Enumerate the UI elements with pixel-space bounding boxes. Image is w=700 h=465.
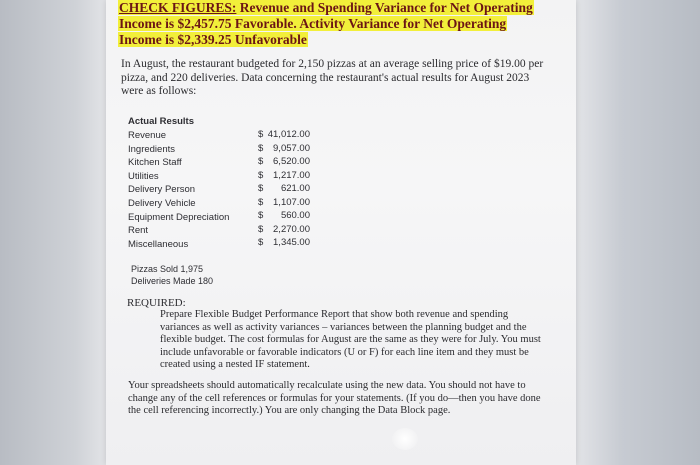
intro-paragraph: In August, the restaurant budgeted for 2,150 pizzas at an average selling price of $19.00 per pizza, and 220 deliveries. Data concerning the restaurant's actual results for August 2023 were as follows: (121, 58, 544, 97)
row-label: Rent (128, 225, 149, 237)
check-figures-banner (118, 0, 548, 48)
currency-symbol: $ (258, 169, 264, 181)
currency-symbol: $ (258, 156, 264, 167)
amount: 41,012.00 (267, 129, 310, 140)
required-text: Prepare Flexible Budget Performance Report that show both revenue and spending variances as well as activity variances – variances between the planning budget and the flexible budget. The cost formulas for August are the same as they were for July. You must include unfavorable or favorable indicators (U or F) for each line item and they must be created using a nested IF statement. (160, 309, 541, 371)
amount: 560.00 (280, 210, 310, 221)
check-figures-label: CHECK FIGURES: (119, 0, 237, 15)
row-label: Utilities (128, 170, 159, 182)
currency-symbol: $ (258, 223, 264, 235)
check-figures-text: Revenue and Spending Variance for Net Operating Income is $2,457.75 Favorable. Activity Variance for Net Operating Income is $2,339.25 Unfavorable (119, 0, 533, 47)
amount: 9,057.00 (273, 142, 310, 154)
background-left (0, 0, 108, 465)
currency-symbol: $ (258, 196, 264, 208)
deliveries-made: Deliveries Made 180 (131, 276, 214, 286)
currency-symbol: $ (258, 210, 264, 221)
row-label: Revenue (128, 130, 167, 141)
amount: 2,270.00 (273, 223, 310, 235)
background-right (570, 0, 700, 465)
row-label: Miscellaneous (128, 238, 189, 250)
pizzas-sold: Pizzas Sold 1,975 (131, 264, 204, 274)
row-label: Delivery Person (128, 184, 196, 196)
amount: 1,345.00 (273, 237, 310, 248)
row-label: Equipment Depreciation (128, 211, 230, 223)
amount: 1,107.00 (273, 196, 310, 208)
currency-symbol: $ (258, 237, 264, 248)
amount: 6,520.00 (273, 156, 310, 167)
glare-spot (392, 428, 418, 450)
amount: 621.00 (280, 183, 310, 194)
required-label: REQUIRED: (127, 297, 186, 309)
row-label: Delivery Vehicle (128, 197, 196, 209)
row-label: Kitchen Staff (128, 157, 182, 169)
currency-symbol: $ (258, 183, 264, 194)
currency-symbol: $ (258, 142, 264, 154)
amount: 1,217.00 (273, 169, 310, 181)
row-label: Ingredients (128, 143, 176, 155)
actual-results-heading: Actual Results (128, 116, 194, 127)
closing-paragraph: Your spreadsheets should automatically recalculate using the new data. You should not have to change any of the cell references or formulas for your statements. (If you do—then you have done the cell referencing incorrectly.) You are only changing the Data Block page. (128, 380, 541, 417)
currency-symbol: $ (258, 129, 264, 140)
